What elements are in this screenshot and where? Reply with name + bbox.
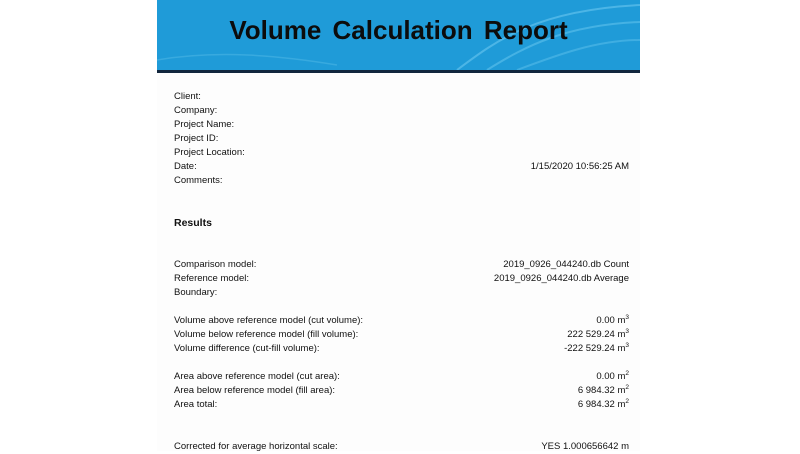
- area-below-row: [174, 384, 629, 398]
- area-unit-exponent: 2: [625, 384, 629, 391]
- date-value: 1/15/2020 10:56:25 AM: [530, 161, 629, 172]
- project-name-row: [174, 118, 629, 132]
- company-label: Company:: [174, 105, 218, 116]
- reference-value: 2019_0926_044240.db Average: [493, 273, 629, 284]
- company-row: [174, 104, 629, 118]
- banner-divider: [157, 70, 640, 73]
- volume-above-value: 0.00 $m^3$: [596, 314, 629, 326]
- area-total-row: [174, 398, 629, 412]
- comparison-label: Comparison model:: [174, 259, 257, 270]
- volume-below-label: Volume below reference model (fill volume):: [174, 329, 359, 340]
- project-location-label: Project Location:: [174, 147, 245, 158]
- reference-label: Reference model:: [174, 273, 249, 284]
- report-content: [174, 90, 629, 454]
- project-name-label: Project Name:: [174, 119, 235, 130]
- results-heading: Results: [174, 217, 212, 229]
- area-above-value: 0.00 $m^2$: [596, 370, 629, 382]
- area-above-label: Area above reference model (cut area):: [174, 371, 340, 382]
- report-title: Volume Calculation Report: [229, 15, 568, 45]
- comments-label: Comments:: [174, 175, 223, 186]
- area-below-value: 6 984.32 $m^2$: [577, 384, 629, 396]
- project-location-row: [174, 146, 629, 160]
- scale-value: YES 1.000656642 m: [541, 441, 629, 452]
- report-page: [157, 0, 640, 451]
- area-unit-exponent: 2: [625, 398, 629, 405]
- comparison-value: 2019_0926_044240.db Count: [503, 259, 629, 270]
- area-below-label: Area below reference model (fill area):: [174, 385, 336, 396]
- project-id-row: [174, 132, 629, 146]
- project-id-label: Project ID:: [174, 133, 219, 144]
- comparison-row: [174, 258, 629, 272]
- volume-above-row: [174, 314, 629, 328]
- boundary-row: [174, 286, 629, 300]
- scale-row: [174, 440, 629, 454]
- area-above-row: [174, 370, 629, 384]
- volume-unit-exponent: 3: [625, 342, 629, 349]
- volume-below-row: [174, 328, 629, 342]
- volume-diff-label: Volume difference (cut-fill volume):: [174, 343, 320, 354]
- client-row: [174, 90, 629, 104]
- volume-diff-row: [174, 342, 629, 356]
- volume-unit-exponent: 3: [625, 328, 629, 335]
- scale-label: Corrected for average horizontal scale:: [174, 441, 338, 452]
- area-total-value: 6 984.32 $m^2$: [577, 398, 629, 410]
- date-row: [174, 160, 629, 174]
- report-banner: [157, 0, 640, 70]
- reference-row: [174, 272, 629, 286]
- client-label: Client:: [174, 91, 201, 102]
- area-total-label: Area total:: [174, 399, 218, 410]
- volume-unit-exponent: 3: [625, 314, 629, 321]
- date-label: Date:: [174, 161, 197, 172]
- comments-row: [174, 174, 629, 188]
- volume-diff-value: -222 529.24 $m^3$: [564, 342, 629, 354]
- volume-above-label: Volume above reference model (cut volume):: [174, 315, 364, 326]
- volume-below-value: 222 529.24 $m^3$: [567, 328, 629, 340]
- area-unit-exponent: 2: [625, 370, 629, 377]
- boundary-label: Boundary:: [174, 287, 218, 298]
